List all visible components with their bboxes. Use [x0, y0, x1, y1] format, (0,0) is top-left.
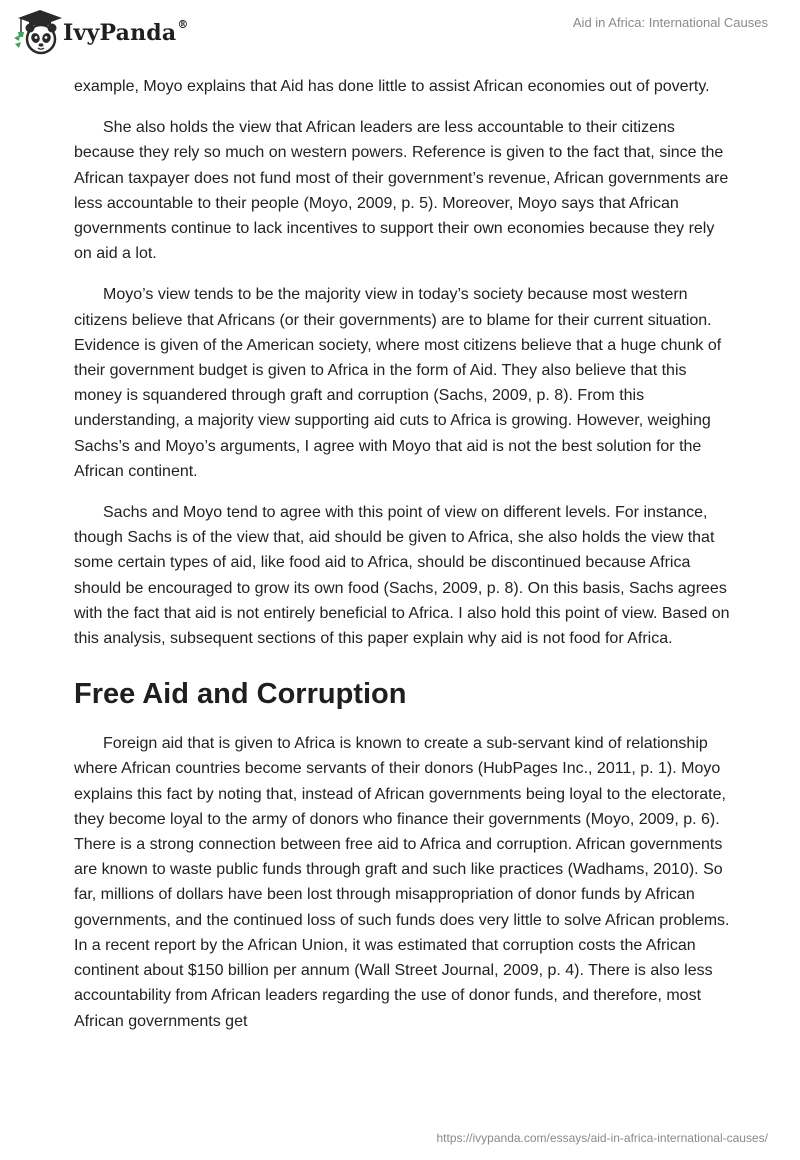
brand-name[interactable] — [63, 20, 189, 46]
registered-mark: ® — [177, 18, 189, 31]
source-url-link[interactable]: https://ivypanda.com/essays/aid-in-africa-international-causes/ — [436, 1131, 768, 1145]
essay-content — [74, 74, 734, 1050]
paragraph: Foreign aid that is given to Africa is known to create a sub-servant kind of relationship where African countries become servants of their donors (HubPages Inc., 2011, p. 1). Moyo explains this fact by noting that, instead of African governments being loyal to the electorate, they become loyal to the army of donors who finance their governments (Moyo, 2009, p. 6). There is a strong connection between free aid to Africa and corruption. African governments are known to waste public funds through graft and such like practices (Wadhams, 2010). So far, millions of dollars have been lost through misappropriation of donor funds by African governments, and the continued loss of such funds does very little to solve African problems. In a recent report by the African Union, it was estimated that corruption costs the African continent about $150 billion per annum (Wall Street Journal, 2009, p. 4). There is also less accountability from African leaders regarding the use of donor funds, and therefore, most African governments get — [74, 735, 730, 1030]
logo[interactable] — [12, 8, 64, 56]
document-title: Aid in Africa: International Causes — [572, 15, 768, 30]
paragraph-continuation: example, Moyo explains that Aid has done little to assist African economies out of poverty. — [74, 78, 710, 95]
paragraph: Sachs and Moyo tend to agree with this point of view on different levels. For instance, though Sachs is of the view that, aid should be given to Africa, she also holds the view that some certain types of aid, like food aid to Africa, should be discontinued because Africa should be encouraged to grow its own food (Sachs, 2009, p. 8). On this basis, Sachs agrees with the fact that aid is not entirely beneficial to Africa. I also hold this point of view. Based on this analysis, subsequent sections of this paper explain why aid is not food for Africa. — [74, 504, 730, 648]
paragraph: Moyo’s view tends to be the majority view in today’s society because most western citizens believe that Africans (or their governments) are to blame for their current situation. Evidence is given of the American society, where most citizens believe that a huge chunk of their government budget is given to Africa in the form of Aid. They also believe that this money is squandered through graft and corruption (Sachs, 2009, p. 8). From this understanding, a majority view supporting aid cuts to Africa is growing. However, weighing Sachs’s and Moyo’s arguments, I agree with Moyo that aid is not the best solution for the African continent. — [74, 286, 722, 480]
brand-name-text: IvyPanda — [63, 20, 177, 46]
section-heading: Free Aid and Corruption — [74, 678, 407, 711]
panda-graduate-icon — [12, 8, 64, 56]
paragraph: She also holds the view that African leaders are less accountable to their citizens because they rely so much on western powers. Reference is given to the fact that, since the African taxpayer does not fund most of their government’s revenue, African governments are less accountable to their people (Moyo, 2009, p. 5). Moreover, Moyo says that African governments continue to lack incentives to support their own economies because they rely on aid a lot. — [74, 119, 729, 263]
page-header — [0, 0, 800, 70]
